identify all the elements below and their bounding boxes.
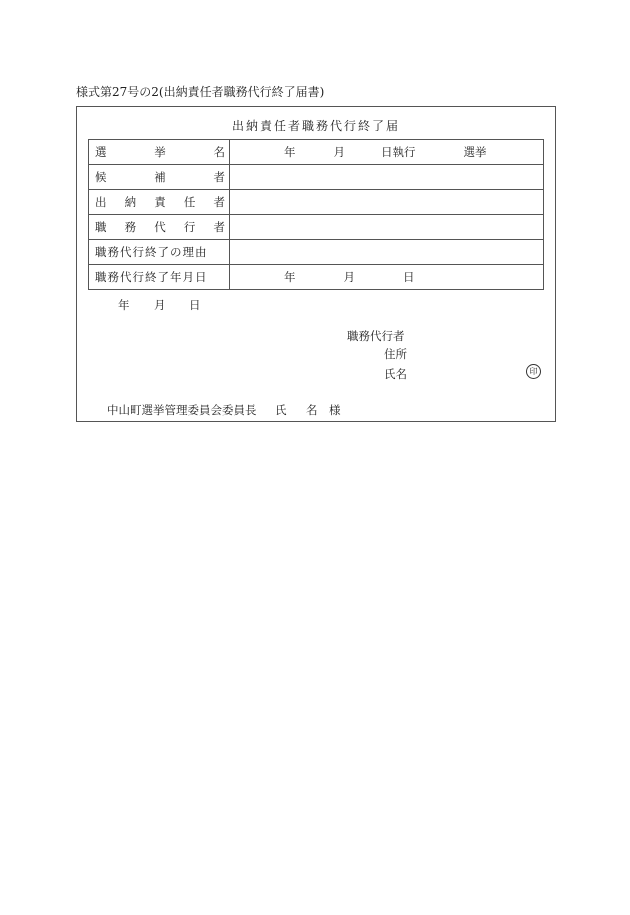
form-table <box>88 139 544 290</box>
label-char: 代 <box>154 220 166 234</box>
election-month: 月 <box>333 145 345 159</box>
form-title: 出納責任者職務代行終了届 <box>231 119 400 133</box>
label-text: 職務代行終了年月日 <box>95 270 208 284</box>
label-char: 責 <box>154 195 166 209</box>
label-text: 職務代行終了の理由 <box>95 245 208 259</box>
submit-year: 年 <box>118 298 130 312</box>
label-char: 名 <box>213 145 225 159</box>
row-end-reason <box>89 240 544 265</box>
label-char: 納 <box>124 195 137 209</box>
label-char: 者 <box>213 220 225 234</box>
seal-icon: 印 <box>526 364 541 379</box>
end-month: 月 <box>343 270 355 284</box>
label-char: 出 <box>95 195 107 209</box>
submit-day: 日 <box>189 298 201 312</box>
label-char: 務 <box>124 220 137 234</box>
label-char: 補 <box>154 170 166 184</box>
submit-month: 月 <box>154 298 166 312</box>
row-acting-agent <box>89 215 544 240</box>
label-char: 行 <box>183 220 196 234</box>
label-char: 挙 <box>154 145 166 159</box>
election-day-held: 日執行 <box>381 145 416 159</box>
label-candidate <box>89 165 230 190</box>
election-suffix: 選挙 <box>463 145 487 159</box>
label-end-date <box>89 265 230 290</box>
label-char: 任 <box>183 195 196 209</box>
agent-name: 氏名 <box>384 367 407 381</box>
row-election <box>89 140 544 165</box>
label-char: 者 <box>213 170 225 184</box>
form-caption: 様式第27号の2(出納責任者職務代行終了届書) <box>76 85 325 99</box>
addressee-sama: 様 <box>329 403 341 417</box>
election-year: 年 <box>284 145 296 159</box>
row-treasurer <box>89 190 544 215</box>
value-end-date[interactable] <box>230 265 544 290</box>
end-year: 年 <box>284 270 296 284</box>
row-end-date <box>89 265 544 290</box>
addressee-title: 中山町選挙管理委員会委員長 <box>107 403 257 417</box>
label-char: 選 <box>95 145 107 159</box>
row-candidate <box>89 165 544 190</box>
label-char: 候 <box>95 170 107 184</box>
value-treasurer[interactable] <box>230 190 544 215</box>
form-frame <box>76 106 556 422</box>
label-end-reason <box>89 240 230 265</box>
label-election <box>89 140 230 165</box>
end-day: 日 <box>403 270 415 284</box>
value-end-reason[interactable] <box>230 240 544 265</box>
value-candidate[interactable] <box>230 165 544 190</box>
label-acting-agent <box>89 215 230 240</box>
agent-role: 職務代行者 <box>347 329 405 343</box>
label-char: 職 <box>95 220 107 234</box>
addressee-shi: 氏 <box>275 403 287 417</box>
value-election[interactable] <box>230 140 544 165</box>
label-treasurer <box>89 190 230 215</box>
agent-address: 住所 <box>384 347 407 361</box>
label-char: 者 <box>213 195 225 209</box>
addressee-mei: 名 <box>306 403 318 417</box>
value-acting-agent[interactable] <box>230 215 544 240</box>
